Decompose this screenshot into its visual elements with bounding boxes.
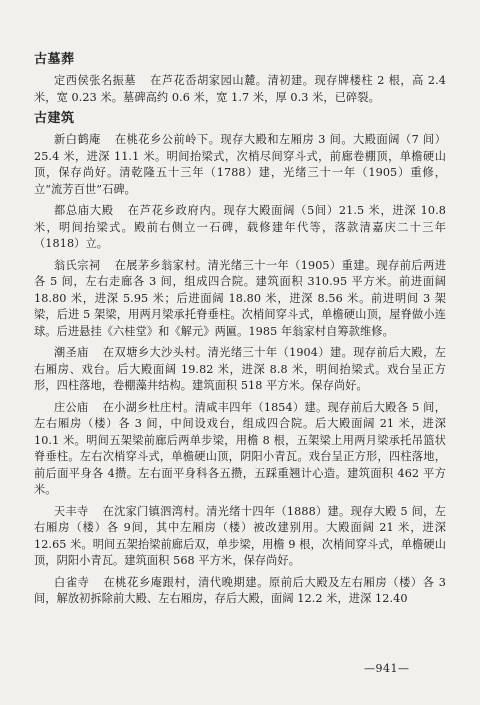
entry-text: 在芦花乡政府内。现存大殿面阔（5间）21.5 米，进深 10.8 米，明间抬梁式。殿前右侧立一石碑，载修建年代等，落款清嘉庆二十三年（1818）立。 (34, 204, 446, 250)
entry-baique-temple (34, 575, 446, 608)
entry-name: 白雀寺 (54, 575, 90, 589)
entry-name: 天丰寺 (54, 504, 89, 518)
entry-chaosheng-temple (34, 345, 446, 395)
entry-name: 庄公庙 (54, 400, 89, 414)
entry-name: 新白鹤庵 (54, 133, 101, 146)
entry-xin-baihe-an (34, 132, 446, 198)
entry-name: 都总庙大殿 (54, 204, 114, 217)
entry-text: 在展茅乡翁家村。清光绪三十一年（1905）重建。现存前后两进各 5 间，左右走廊各 3 间，组成四合院。建筑面积 310.95 平方米。前进面阔 18.80 米，进深 5.95 米；后进面阔 18.80 米，进深 8.56 米。前进明间 3 架梁，后进 5 架梁，用两月梁承托脊垂柱。次梢间穿斗式，单檐硬山顶，屋脊做小连球。后进悬挂《六桂堂》和《解元》两匾。1985 年翁家村自筹款维修。 (34, 258, 446, 338)
page-content (34, 52, 446, 613)
entry-text: 在芦花岙胡家园山麓。清初建。现存牌楼柱 2 根，高 2.4 米，宽 0.23 米。墓碑高约 0.6 米，宽 1.7 米，厚 0.3 米，已碎裂。 (34, 74, 447, 104)
entry-tianfeng-temple (34, 504, 446, 570)
section-heading-tombs: 古墓葬 (34, 52, 75, 67)
section-heading-buildings: 古建筑 (34, 111, 75, 126)
entry-name: 翁氏宗祠 (54, 258, 101, 272)
entry-zhuanggong-temple (34, 400, 446, 499)
entry-text: 在桃花乡庵跟村，清代晚期建。原前后大殿及左右厢房（楼）各 3间，解放初拆除前大殿、左右厢房，存后大殿，面阔 12.2 米，进深 12.40 (34, 575, 446, 605)
entry-name: 定西侯张名振墓 (54, 74, 137, 87)
entry-text: 在双塘乡大沙头村。清光绪三十年（1904）建。现存前后大殿，左右厢房、戏台。后大殿面阔 19.82 米，进深 8.8 米，明间抬梁式。戏台呈正方形，四柱落地，卷棚藻井结构。建筑面积 518 平方米。保存尚好。 (34, 346, 446, 392)
entry-zhang-mingzhen-tomb (34, 73, 446, 106)
entry-name: 潮圣庙 (54, 346, 89, 359)
entry-text: 在小湖乡杜庄村。清咸丰四年（1854）建。现存前后大殿各 5 间，左右厢房（楼）各 3 间，中间设戏台，组成四合院。后大殿面阔 21 米，进深 10.1 米。明间五架梁前廊后两单步梁，用檐 8 根，五架梁上用两月梁承托吊篮状脊垂柱。左右次梢穿斗式，单檐硬山顶，阴阳小青瓦。戏台呈正方形，四柱落地，前后面平身各 4攒。左右面平身科各五攒，五踩重翘计心造。建筑面积 462 平方米。 (34, 400, 446, 496)
entry-text: 在沈家门镇泗湾村。清光绪十四年（1888）建。现存大殿 5 间，左右厢房（楼）各 9间，其中左厢房（楼）被改建别用。大殿面阔 21 米，进深 12.65 米。明间五架抬梁前廊后双，单步梁，用檐 9 根，次梢间穿斗式，单檐硬山顶，阴阳小青瓦。建筑面积 568 平方米，保存尚好。 (34, 504, 446, 567)
entry-weng-ancestral-hall (34, 258, 446, 341)
entry-text: 在桃花乡公前岭下。现存大殿和左厢房 3 间。大殿面阔（7 间）25.4 米，进深 11.1 米。明间抬梁式，次梢尽间穿斗式，前廊卷棚顶，单檐硬山顶，保存尚好。清乾隆五十三年（1788）建，光绪三十一年（1905）重修，立“流芳百世”石碑。 (34, 133, 446, 196)
page-number: —941— (364, 662, 410, 675)
entry-duzong-temple (34, 203, 446, 253)
